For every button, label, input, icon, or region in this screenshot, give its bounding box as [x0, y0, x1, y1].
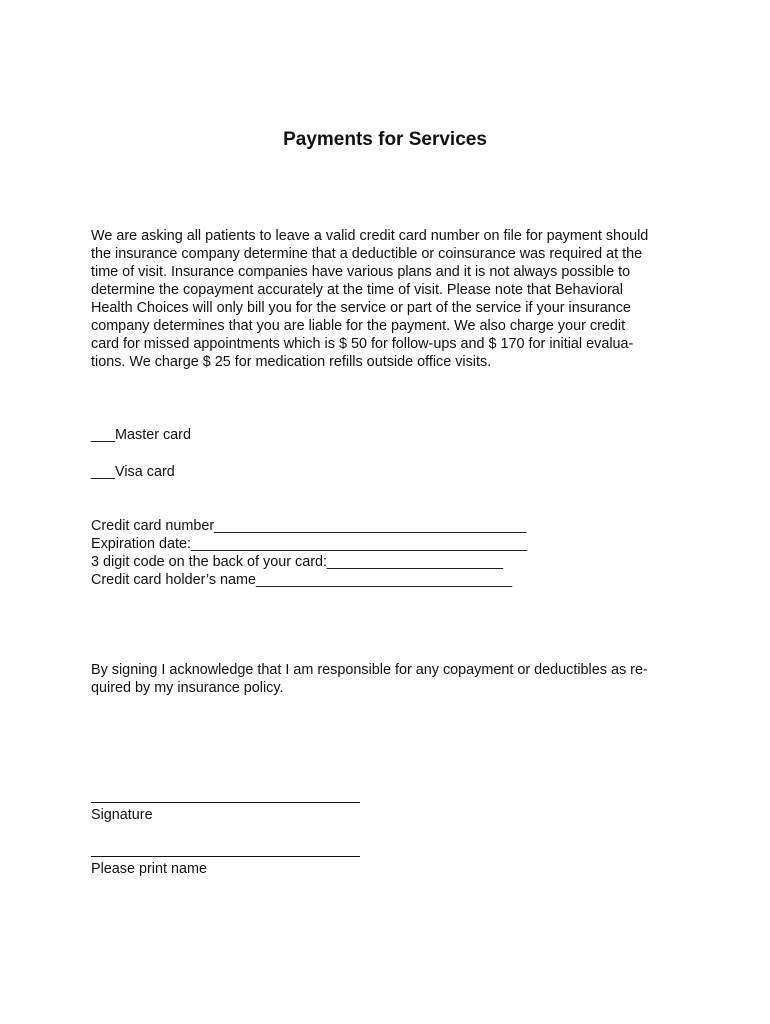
intro-line: Health Choices will only bill you for the service or part of the service if your insurance — [91, 300, 631, 316]
signature-label: Signature — [91, 807, 153, 823]
visa-card-option[interactable]: ___Visa card — [91, 464, 175, 480]
card-number-field[interactable]: Credit card number_______________________________________ — [91, 518, 527, 534]
intro-paragraph — [91, 227, 648, 371]
intro-line: the insurance company determine that a deductible or coinsurance was required at the — [91, 246, 643, 262]
master-card-option[interactable]: ___Master card — [91, 427, 191, 443]
print-name-label: Please print name — [91, 861, 207, 877]
print-name-line[interactable] — [91, 856, 360, 857]
card-holder-name-field[interactable]: Credit card holder’s name________________________________ — [91, 572, 513, 588]
security-code-field[interactable]: 3 digit code on the back of your card:______________________ — [91, 554, 504, 570]
signature-line[interactable] — [91, 802, 360, 803]
acknowledgment-line: By signing I acknowledge that I am responsible for any copayment or deductibles as re- — [91, 662, 648, 678]
expiration-date-field[interactable]: Expiration date:__________________________________________ — [91, 536, 528, 552]
intro-line: card for missed appointments which is $ 50 for follow-ups and $ 170 for initial evalua- — [91, 336, 634, 352]
card-details-fields — [91, 517, 527, 589]
acknowledgment-paragraph — [91, 661, 648, 697]
intro-line: time of visit. Insurance companies have various plans and it is not always possible to — [91, 264, 631, 280]
intro-line: We are asking all patients to leave a valid credit card number on file for payment should — [91, 228, 649, 244]
intro-line: determine the copayment accurately at the time of visit. Please note that Behavioral — [91, 282, 623, 298]
intro-line: company determines that you are liable for the payment. We also charge your credit — [91, 318, 626, 334]
page-title: Payments for Services — [283, 129, 487, 150]
intro-line: tions. We charge $ 25 for medication refills outside office visits. — [91, 354, 492, 370]
acknowledgment-line: quired by my insurance policy. — [91, 680, 284, 696]
